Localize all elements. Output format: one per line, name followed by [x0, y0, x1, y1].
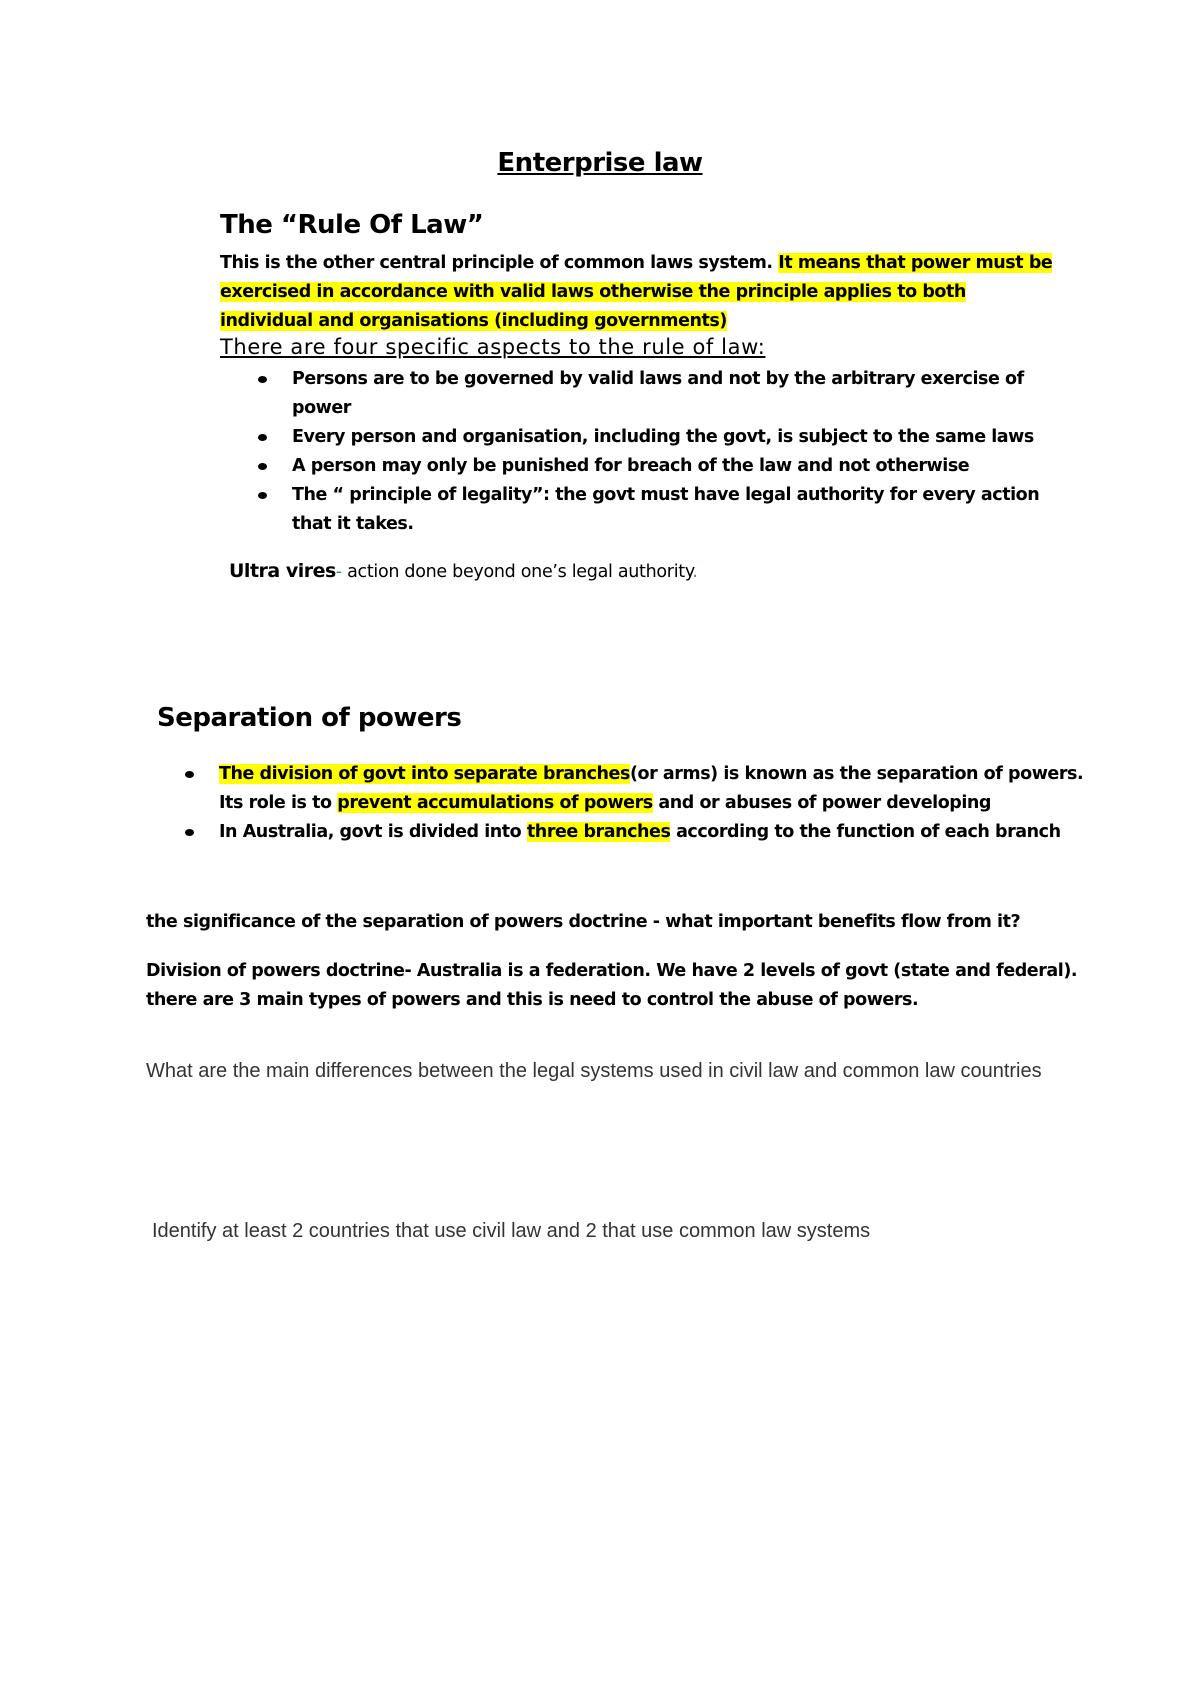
bullet-icon	[185, 771, 194, 778]
list-item	[219, 818, 1099, 847]
rule-of-law-intro	[220, 249, 1060, 336]
list-item	[292, 423, 1072, 452]
aspects-heading: There are four specific aspects to the rule of law:	[220, 335, 766, 359]
intro-plain-text: This is the other central principle of common laws system.	[220, 253, 779, 273]
aspects-list	[292, 365, 1072, 539]
intro-highlighted-text: It means that power must be exercised in accordance with valid laws otherwise the principle applies to both individual and organisations (including governments)	[220, 253, 1053, 331]
ultra-vires-definition	[229, 560, 698, 582]
document-title: Enterprise law	[497, 148, 703, 178]
list-item-text: according to the function of each branch	[670, 822, 1061, 842]
rule-of-law-heading: The “Rule Of Law”	[220, 210, 484, 240]
ultra-vires-text: action done beyond one’s legal authority	[341, 562, 693, 582]
identify-question: Identify at least 2 countries that use civil law and 2 that use common law systems	[152, 1220, 871, 1242]
highlight-text: The division of govt into separate branches	[219, 764, 630, 784]
separation-list	[219, 760, 1099, 847]
bullet-icon	[258, 376, 267, 383]
bullet-icon	[185, 829, 194, 836]
division-of-powers-text: Division of powers doctrine- Australia is a federation. We have 2 levels of govt (state and federal). there are 3 main types of powers and this is need to control the abuse of powers.	[146, 961, 1078, 1010]
ultra-vires-term: Ultra vires	[229, 560, 336, 582]
separation-heading: Separation of powers	[157, 703, 462, 733]
significance-question: the significance of the separation of powers doctrine - what important benefits flow from it?	[146, 912, 1021, 932]
ultra-vires-period: .	[692, 562, 698, 582]
highlight-text: three branches	[526, 822, 671, 842]
bullet-icon	[258, 492, 267, 499]
list-item	[292, 481, 1072, 539]
list-item-text: The “ principle of legality”: the govt must have legal authority for every action that it takes.	[292, 485, 1040, 534]
bullet-icon	[258, 434, 267, 441]
list-item-text: Persons are to be governed by valid laws and not by the arbitrary exercise of power	[292, 369, 1024, 418]
list-item-text: (or arms) is known as the separation of powers. Its role is to	[219, 764, 1084, 813]
differences-question: What are the main differences between the legal systems used in civil law and common law countries	[146, 1060, 1042, 1082]
list-item-text: Every person and organisation, including the govt, is subject to the same laws	[292, 427, 1034, 447]
list-item-text: A person may only be punished for breach of the law and not otherwise	[292, 456, 970, 476]
list-item-text: In Australia, govt is divided into	[219, 822, 527, 842]
list-item	[219, 760, 1099, 818]
bullet-icon	[258, 463, 267, 470]
list-item	[292, 452, 1072, 481]
list-item-text: and or abuses of power developing	[652, 793, 992, 813]
highlight-text: prevent accumulations of powers	[337, 793, 653, 813]
ultra-vires-dash: -	[335, 562, 342, 582]
list-item	[292, 365, 1072, 423]
